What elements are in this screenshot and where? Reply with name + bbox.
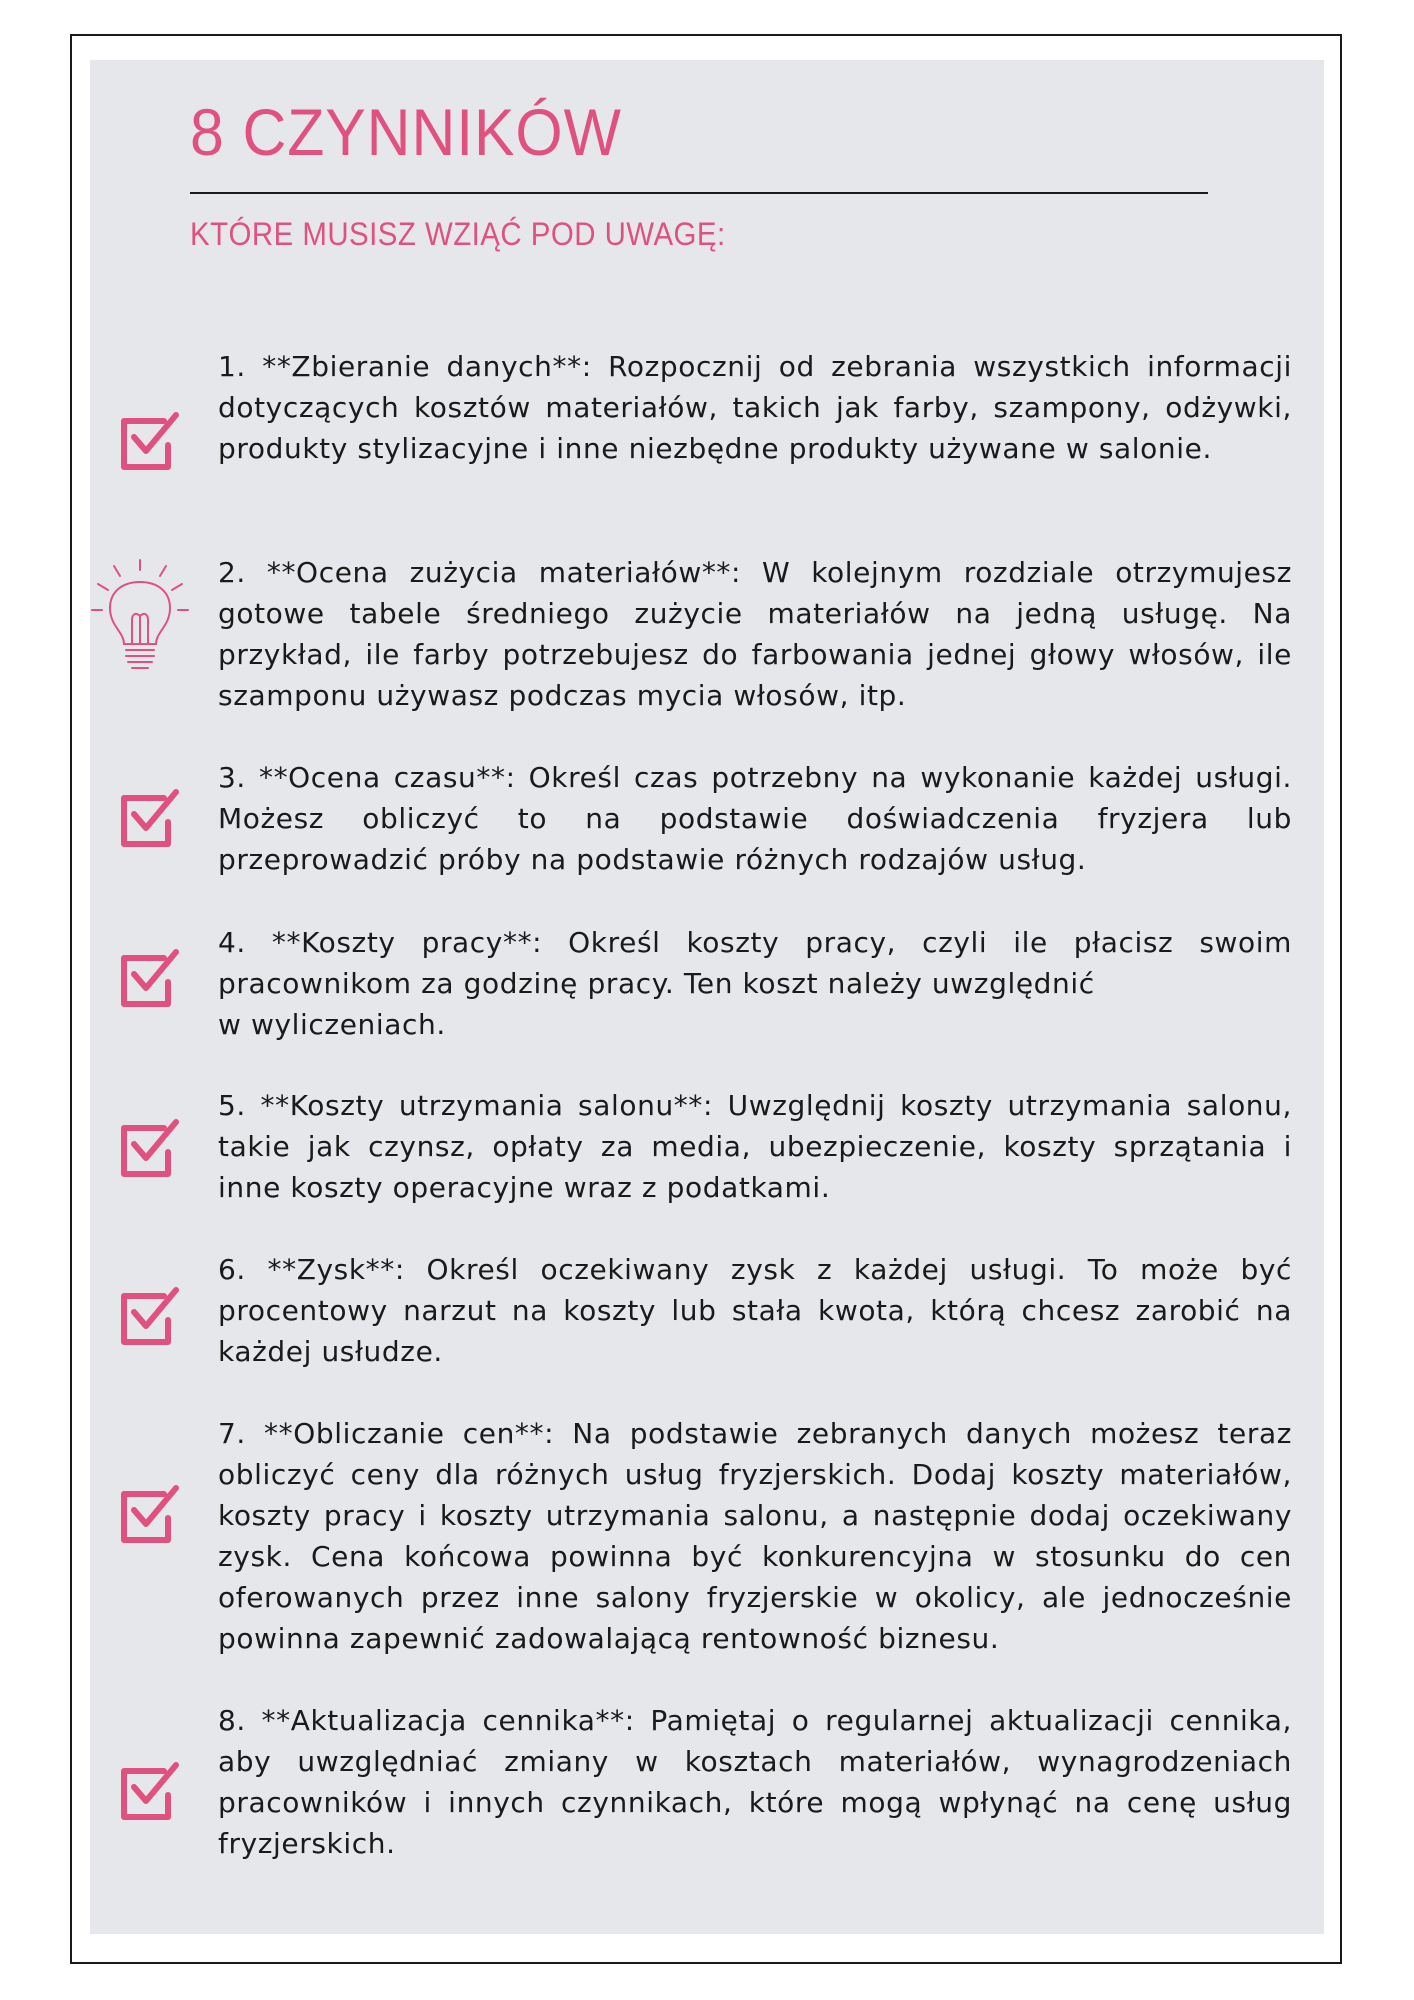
list-item-8-text: 8. **Aktualizacja cennika**: Pamiętaj o regularnej aktualizacji cennika, aby uwzględniać zmiany w kosztach materiałów, wynagrodzeniach pracowników i innych czynnikach, które mogą wpłynąć na cenę usług fryzjerskich. [218, 1704, 1292, 1860]
checkbox-check-icon [112, 1280, 184, 1352]
lightbulb-icon [88, 556, 192, 678]
checkbox-check-icon [112, 405, 184, 477]
list-item-7-text: 7. **Obliczanie cen**: Na podstawie zebranych danych możesz teraz obliczyć ceny dla różnych usług fryzjerskich. Dodaj koszty materiałów, koszty pracy i koszty utrzymania salonu, a następnie dodaj oczekiwany zysk. Cena końcowa powinna być konkurencyjna w stosunku do cen oferowanych przez inne salony fryzjerskie w okolicy, ale jednocześnie powinna zapewnić zadowalającą rentowność biznesu. [218, 1417, 1292, 1655]
checkbox-check-icon [112, 942, 184, 1014]
checkbox-check-icon [112, 1755, 184, 1827]
checkbox-check-icon [112, 1112, 184, 1184]
checkbox-check-icon [112, 1478, 184, 1550]
title-divider [190, 192, 1208, 194]
list-item-5-text: 5. **Koszty utrzymania salonu**: Uwzględnij koszty utrzymania salonu, takie jak czynsz, opłaty za media, ubezpieczenie, koszty sprzątania i inne koszty operacyjne wraz z podatkami. [218, 1089, 1292, 1204]
list-item-4-text: 4. **Koszty pracy**: Określ koszty pracy, czyli ile płacisz swoim pracownikom za godzinę pracy. Ten koszt należy uwzględnić w wyliczeniach. [218, 926, 1292, 1041]
page-title: 8 CZYNNIKÓW [190, 95, 622, 169]
list-item-3-text: 3. **Ocena czasu**: Określ czas potrzebny na wykonanie każdej usługi. Możesz obliczyć to na podstawie doświadczenia fryzjera lub przeprowadzić próby na podstawie różnych rodzajów usług. [218, 761, 1292, 876]
list-item-1-text: 1. **Zbieranie danych**: Rozpocznij od zebrania wszystkich informacji dotyczących kosztów materiałów, takich jak farby, szampony, odżywki, produkty stylizacyjne i inne niezbędne produkty używane w salonie. [218, 350, 1292, 465]
list-item-6-text: 6. **Zysk**: Określ oczekiwany zysk z każdej usługi. To może być procentowy narzut na koszty lub stała kwota, którą chcesz zarobić na każdej usłudze. [218, 1253, 1292, 1368]
list-item-2-text: 2. **Ocena zużycia materiałów**: W kolejnym rozdziale otrzymujesz gotowe tabele średniego zużycie materiałów na jedną usługę. Na przykład, ile farby potrzebujesz do farbowania jednej głowy włosów, ile szamponu używasz podczas mycia włosów, itp. [218, 556, 1292, 712]
page-subtitle: KTÓRE MUSISZ WZIĄĆ POD UWAGĘ: [190, 216, 726, 252]
checkbox-check-icon [112, 782, 184, 854]
